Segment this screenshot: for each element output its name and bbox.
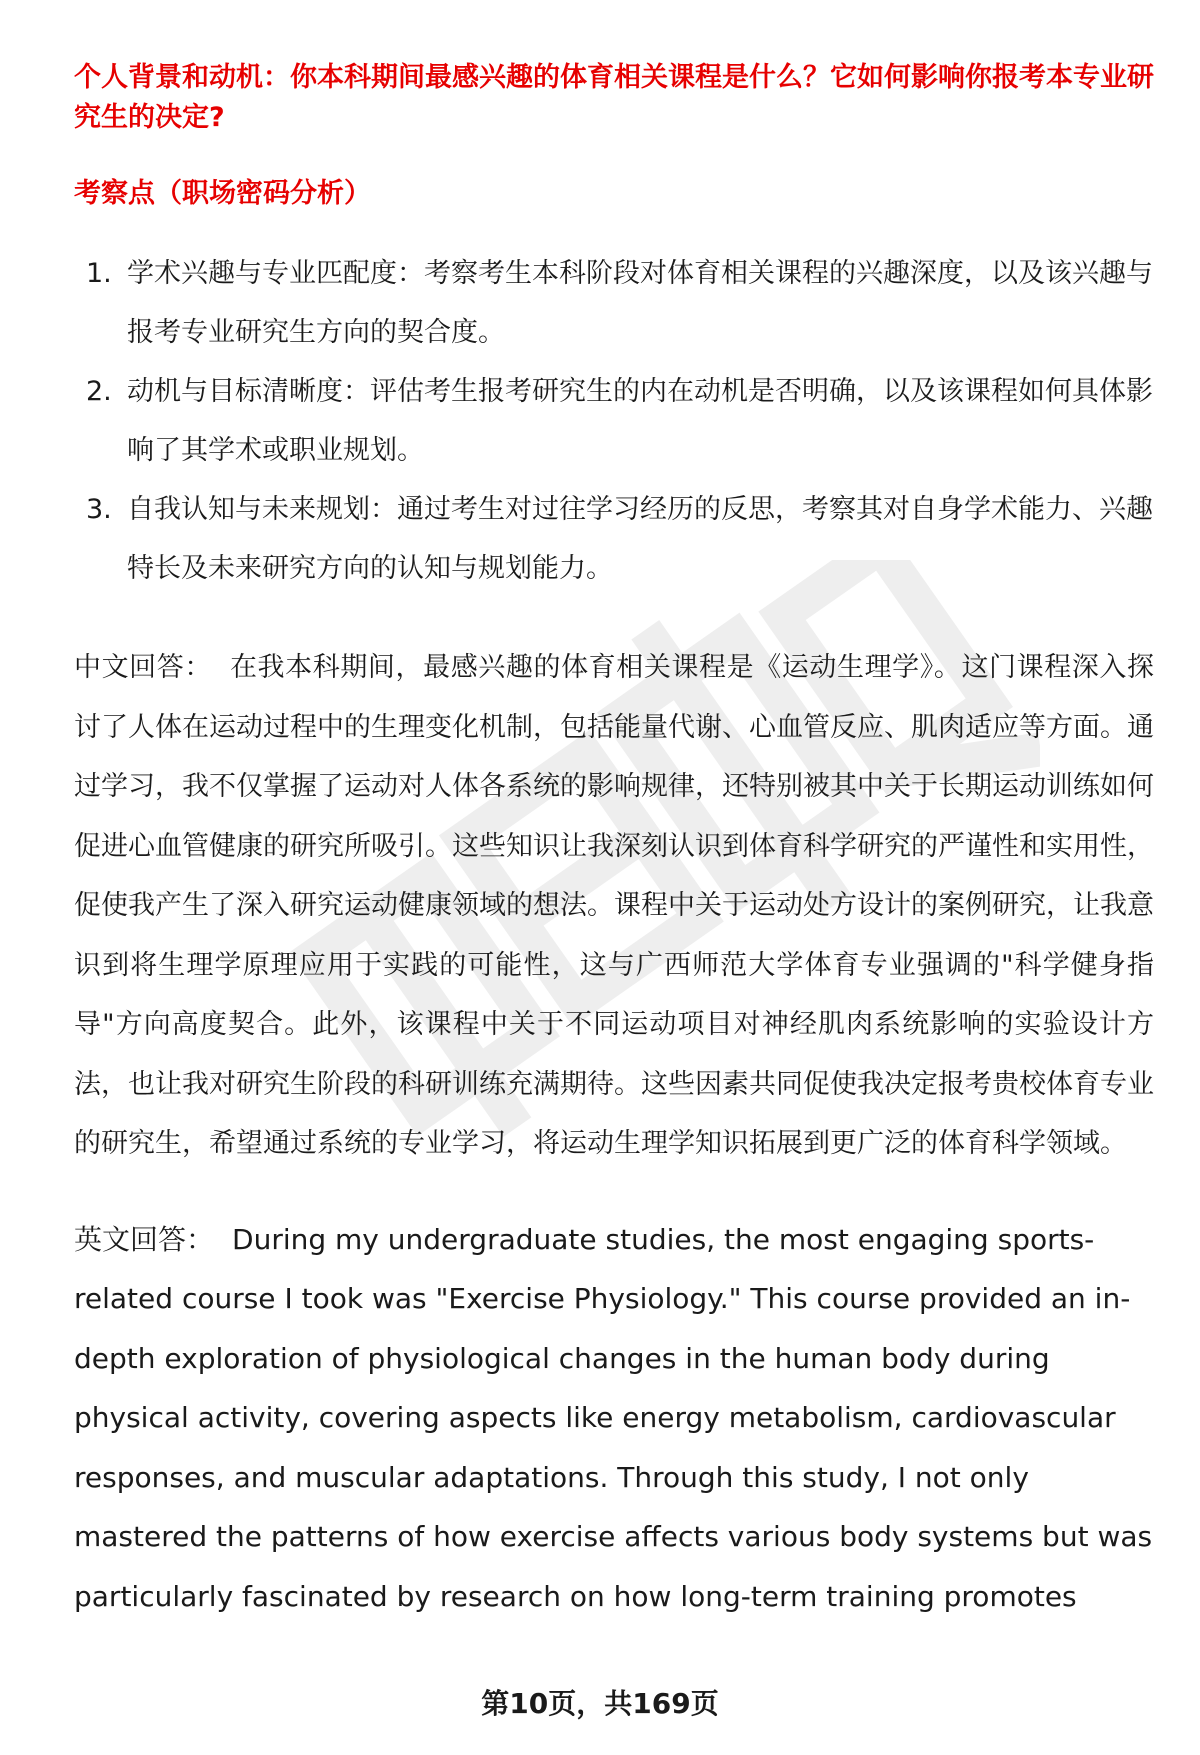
list-item-text: 学术兴趣与专业匹配度：考察考生本科阶段对体育相关课程的兴趣深度，以及该兴趣与报考专业研究生方向的契合度。 [127, 258, 1153, 348]
chinese-answer-text: 在我本科期间，最感兴趣的体育相关课程是《运动生理学》。这门课程深入探讨了人体在运动过程中的生理变化机制，包括能量代谢、心血管反应、肌肉适应等方面。通过学习，我不仅掌握了运动对人体各系统的影响规律，还特别被其中关于长期运动训练如何促进心血管健康的研究所吸引。这些知识让我深刻认识到体育科学研究的严谨性和实用性，促使我产生了深入研究运动健康领域的想法。课程中关于运动处方设计的案例研究，让我意识到将生理学原理应用于实践的可能性，这与广西师范大学体育专业强调的"科学健身指导"方向高度契合。此外，该课程中关于不同运动项目对神经肌肉系统影响的实验设计方法，也让我对研究生阶段的科研训练充满期待。这些因素共同促使我决定报考贵校体育专业的研究生，希望通过系统的专业学习，将运动生理学知识拓展到更广泛的体育科学领域。 [74, 652, 1155, 1159]
list-item-number: 2. [86, 376, 112, 407]
chinese-answer [74, 638, 1154, 1174]
list-item-number: 1. [86, 258, 112, 289]
list-item-number: 3. [86, 494, 112, 525]
list-item-text: 自我认知与未来规划：通过考生对过往学习经历的反思，考察其对自身学术能力、兴趣特长及未来研究方向的认知与规划能力。 [127, 494, 1153, 584]
section-title: 考察点（职场密码分析） [74, 178, 371, 209]
english-answer-label: 英文回答： [74, 1222, 215, 1256]
list-item [74, 244, 1159, 362]
list-item-text: 动机与目标清晰度：评估考生报考研究生的内在动机是否明确，以及该课程如何具体影响了其学术或职业规划。 [127, 376, 1153, 466]
question-heading: 个人背景和动机：你本科期间最感兴趣的体育相关课程是什么？它如何影响你报考本专业研究生的决定? [74, 62, 1154, 133]
chinese-answer-label: 中文回答： [74, 652, 212, 683]
page-number-footer: 第10页，共169页 [481, 1687, 719, 1720]
english-answer-text: During my undergraduate studies, the most engaging sports-related course I took was "Exercise Physiology." This course provided an in-depth exploration of physiological changes in the human body during physical activity, covering aspects like energy metabolism, cardiovascular responses, and muscular adaptations. Through this study, I not only mastered the patterns of how exercise affects various body systems but was particularly fascinated by research on how long-term training promotes [74, 1222, 1153, 1613]
list-item [74, 362, 1159, 480]
document-page [74, 58, 1154, 1626]
evaluation-points-list [74, 244, 1154, 598]
list-item [74, 480, 1159, 598]
english-answer [74, 1210, 1154, 1627]
